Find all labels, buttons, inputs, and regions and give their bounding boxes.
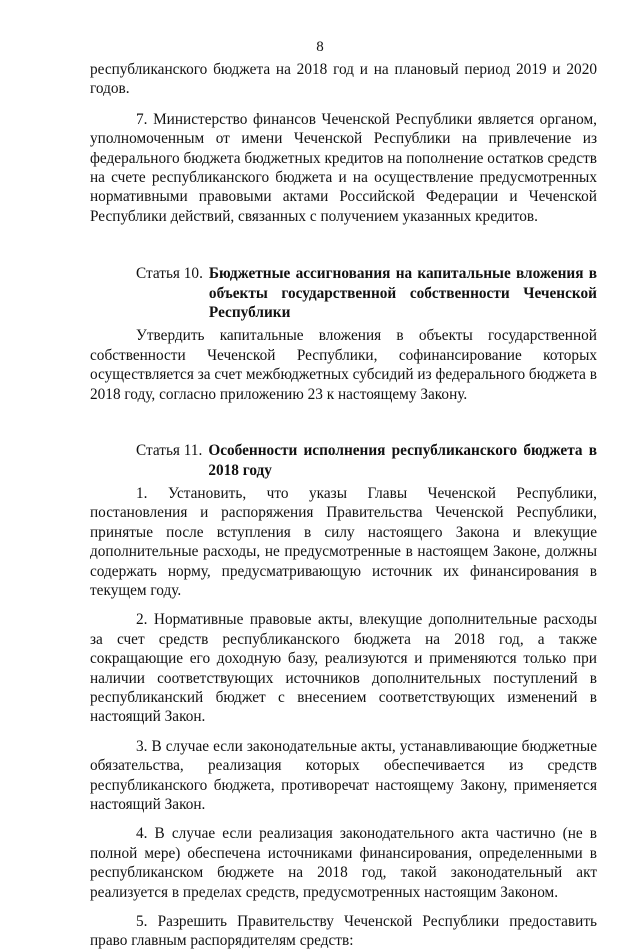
article-11-heading (136, 441, 597, 480)
article-11-item-4: 4. В случае если реализация законодательного акта частично (не в полной мере) обеспечена источниками финансирования, определенными в республиканском бюджете на 2018 год, такой законодательный акт реализуется в пределах средств, предусмотренных настоящим Законом. (90, 825, 597, 901)
article-11-title: Особенности исполнения республиканского бюджета в 2018 году (208, 442, 597, 479)
article-11-item-2: 2. Нормативные правовые акты, влекущие дополнительные расходы за счет средств республиканского бюджета на 2018 год, а также сокращающие его доходную базу, реализуются и применяются только при наличии соответствующих источников дополнительных поступлений в республиканский бюджет с внесением соответствующих изменений в настоящий Закон. (90, 611, 597, 726)
article-11-item-1: 1. Установить, что указы Главы Чеченской Республики, постановления и распоряжения Правительства Чеченской Республики, принятые после вступления в силу настоящего Закона и влекущие дополнительные расходы, не предусмотренные в настоящем Законе, должны содержать норму, предусматривающую источник их финансирования в текущем году. (90, 484, 597, 599)
article-10-heading (136, 264, 597, 322)
article-10-text: Утвердить капитальные вложения в объекты государственной собственности Чеченской Республики, софинансирование которых осуществляется за счет межбюджетных субсидий из федерального бюджета в 2018 году, согласно приложению 23 к настоящему Закону. (90, 327, 598, 403)
article-11-item-3: 3. В случае если законодательные акты, устанавливающие бюджетные обязательства, реализация которых обеспечивается из средств республиканского бюджета, противоречат настоящему Закону, применяется настоящий Закон. (90, 737, 597, 813)
article-11-label: Статья 11. (136, 442, 203, 460)
article-11-item-5: 5. Разрешить Правительству Чеченской Республики предоставить право главным распорядителям средств: (90, 913, 597, 950)
article-10-title: Бюджетные ассигнования на капитальные вложения в объекты государственной собственности Чеченской Республики (208, 265, 597, 322)
paragraph-continuation: республиканского бюджета на 2018 год и на плановый период 2019 и 2020 годов. (90, 61, 597, 98)
paragraph-item-7: 7. Министерство финансов Чеченской Республики является органом, уполномоченным от имени Чеченской Республики на привлечение из федерального бюджета бюджетных кредитов на пополнение остатков средств на счете республиканского бюджета и на осуществление предусмотренных нормативными правовыми актами Российской Федерации и Чеченской Республики действий, связанных с получением указанных кредитов. (90, 110, 597, 225)
article-10-label: Статья 10. (136, 265, 203, 283)
document-body (90, 60, 597, 951)
page-number: 8 (316, 39, 324, 55)
